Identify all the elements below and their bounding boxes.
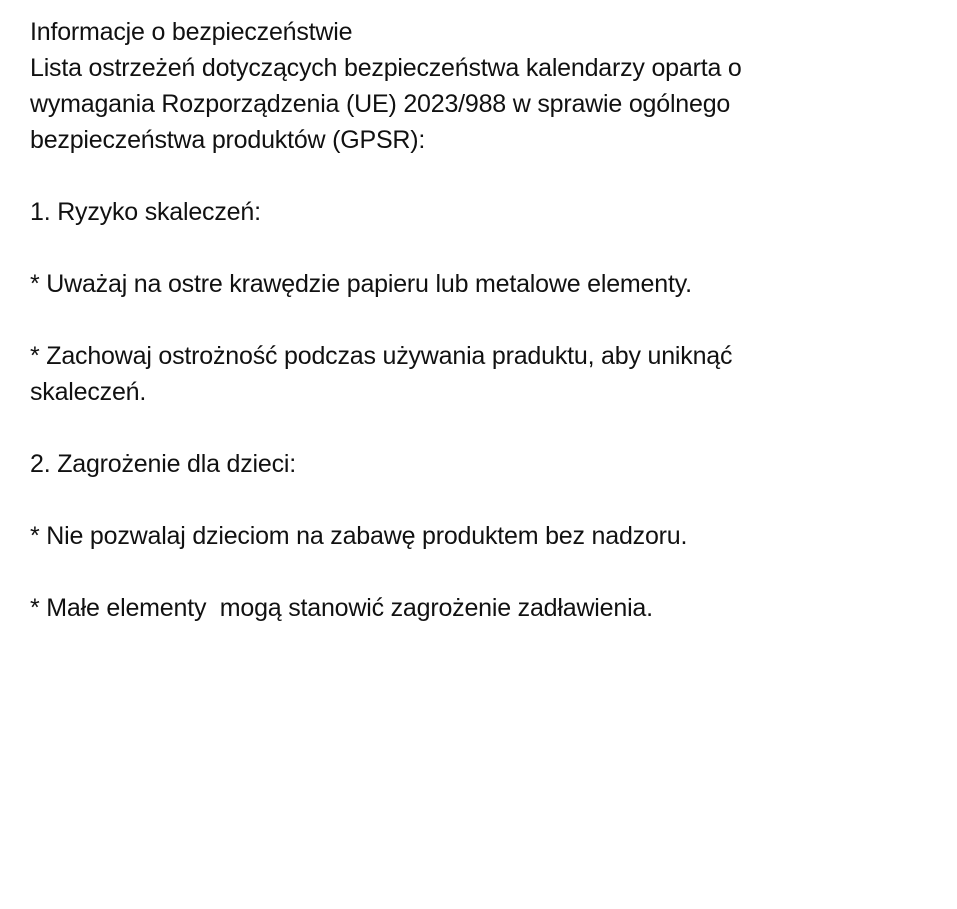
paragraph-risk-1-bullet-1 xyxy=(30,266,927,302)
paragraph-risk-2-heading xyxy=(30,446,927,482)
text-line: bezpieczeństwa produktów (GPSR): xyxy=(30,126,426,154)
section-heading-line: 2. Zagrożenie dla dzieci: xyxy=(30,450,296,478)
bullet-line: * Zachowaj ostrożność podczas używania praduktu, aby uniknąć xyxy=(30,342,733,370)
section-heading-line: 1. Ryzyko skaleczeń: xyxy=(30,198,261,226)
text-line: wymagania Rozporządzenia (UE) 2023/988 w sprawie ogólnego xyxy=(30,90,731,118)
bullet-line: * Małe elementy mogą stanowić zagrożenie zadławienia. xyxy=(30,594,653,622)
text-line: Lista ostrzeżeń dotyczących bezpieczeństwa kalendarzy oparta o xyxy=(30,54,742,82)
paragraph-risk-2-bullet-2 xyxy=(30,590,927,626)
paragraph-risk-1-heading xyxy=(30,194,927,230)
bullet-line: * Uważaj na ostre krawędzie papieru lub metalowe elementy. xyxy=(30,270,692,298)
bullet-line-continuation: skaleczeń. xyxy=(30,378,147,406)
document-title-line: Informacje o bezpieczeństwie xyxy=(30,18,353,46)
paragraph-intro xyxy=(30,14,927,158)
paragraph-risk-1-bullet-2 xyxy=(30,338,927,410)
bullet-line: * Nie pozwalaj dzieciom na zabawę produktem bez nadzoru. xyxy=(30,522,688,550)
paragraph-risk-2-bullet-1 xyxy=(30,518,927,554)
